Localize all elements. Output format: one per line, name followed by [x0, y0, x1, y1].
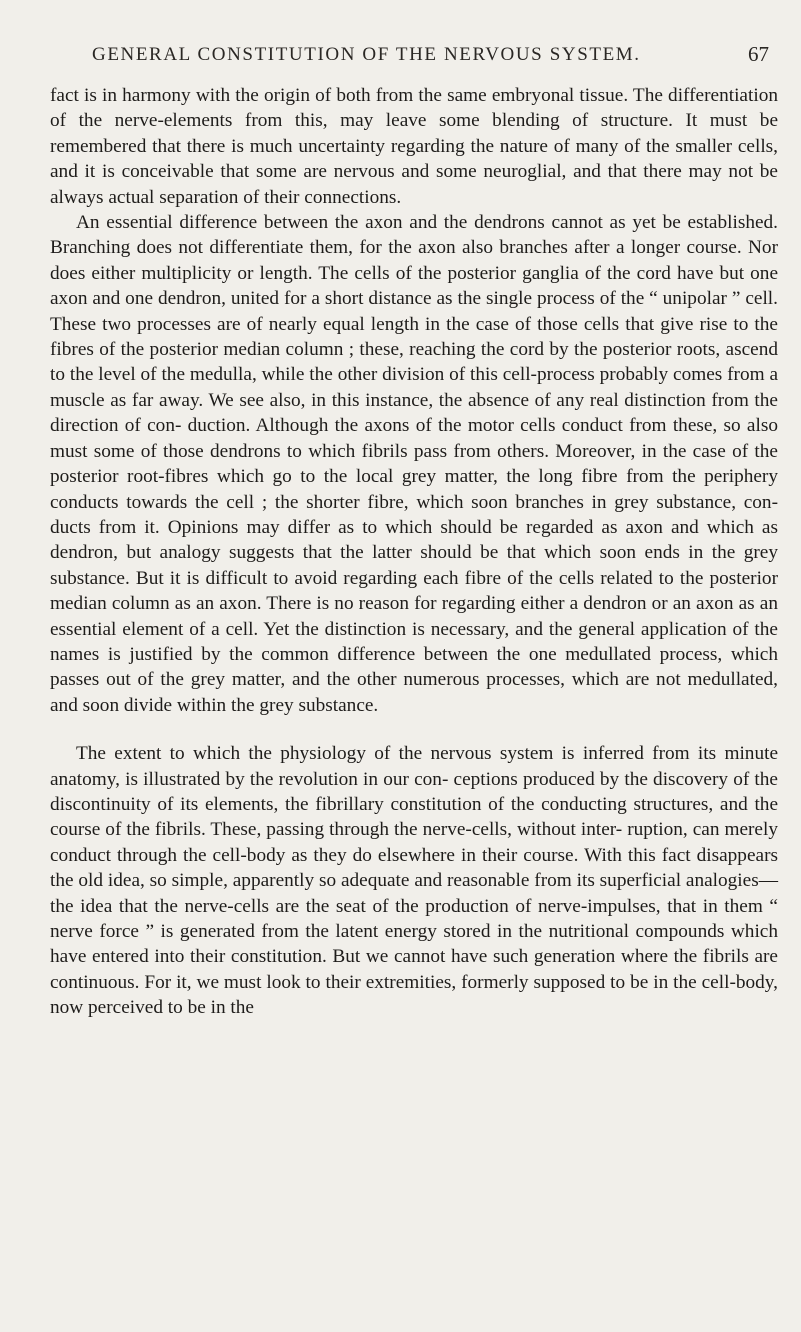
paragraph: The extent to which the physiology of the nervous system is inferred from its minute anatomy, is illustrated by the revolution in our con- ceptions produced by the discovery of the discontinuity of its elements, the fibrillary constitution of the conducting structures, and the course of the fibrils. These, passing through the nerve-cells, without inter- ruption, can merely conduct through the cell-body as they do elsewhere in their course. With this fact disappears the old idea, so simple, apparently so adequate and reasonable from its superficial analogies—the idea that the nerve-cells are the seat of the production of nerve-impulses, that in them “ nerve force ” is generated from the latent energy stored in the nutritional compounds which have entered into their constitution. But we cannot have such generation where the fibrils are continuous. For it, we must look to their extremities, formerly supposed to be in the cell-body, now perceived to be in the [50, 743, 778, 1019]
running-title: GENERAL CONSTITUTION OF THE NERVOUS SYSTEM. [92, 44, 641, 65]
page-body [50, 83, 778, 1021]
page-number: 67 [748, 42, 769, 66]
paragraph: An essential difference between the axon and the dendrons cannot as yet be established. Branching does not differentiate them, for the axon also branches after a longer course. Nor does either multiplicity or length. The cells of the posterior ganglia of the cord have but one axon and one dendron, united for a short distance as the single process of the “ unipolar ” cell. These two processes are of nearly equal length in the case of those cells that give rise to the fibres of the posterior median column ; these, reaching the cord by the posterior roots, ascend to the level of the medulla, while the other division of this cell-process probably comes from a muscle as far away. We see also, in this instance, the absence of any real distinction from the direction of con- duction. Although the axons of the motor cells conduct from these, so also must some of those dendrons to which fibrils pass from others. Moreover, in the case of the posterior root-fibres which go to the local grey matter, the long fibre from the periphery conducts towards the cell ; the shorter fibre, which soon branches in grey substance, con- ducts from it. Opinions may differ as to which should be regarded as axon and which as dendron, but analogy suggests that the latter should be that which soon ends in the grey substance. But it is difficult to avoid regarding each fibre of the cells related to the posterior median column as an axon. There is no reason for regarding either a dendron or an axon as an essential element of a cell. Yet the distinction is necessary, and the general application of the names is justified by the common difference between the one medullated process, which passes out of the grey matter, and the other numerous processes, which are not medullated, and soon divide within the grey substance. [50, 212, 778, 716]
paragraph: fact is in harmony with the origin of both from the same embryonal tissue. The differentiation of the nerve-elements from this, may leave some blending of structure. It must be remembered that there is much uncertainty regarding the nature of many of the smaller cells, and it is conceivable that some are nervous and some neuroglial, and that there may not be always actual separation of their connections. [50, 85, 778, 208]
